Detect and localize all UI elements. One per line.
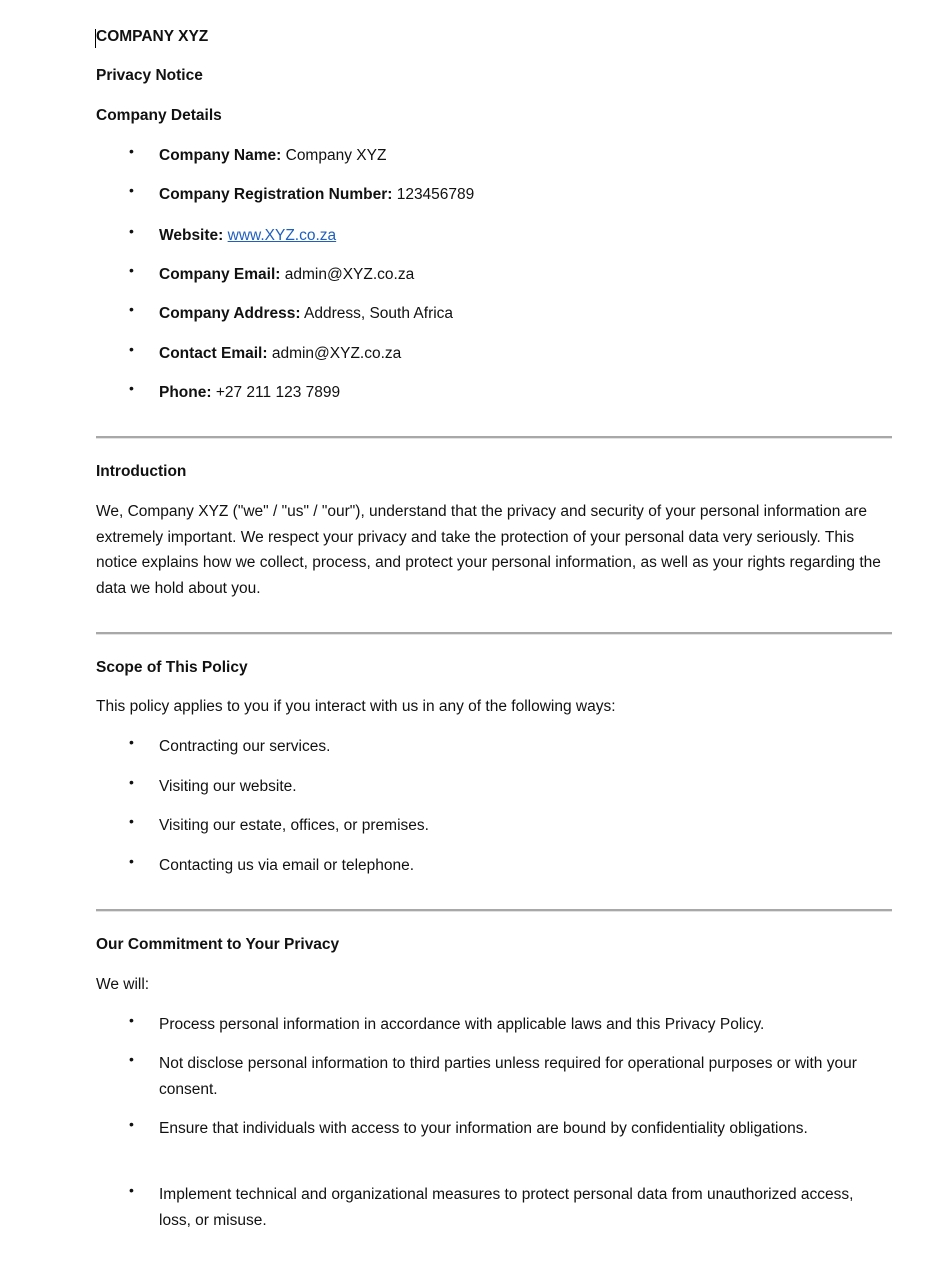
- bullet-icon: •: [129, 774, 134, 790]
- bullet-icon: •: [129, 1051, 134, 1067]
- detail-label: Company Address:: [159, 305, 301, 322]
- detail-label: Company Name:: [159, 147, 282, 164]
- document-subtitle: Privacy Notice: [96, 67, 203, 84]
- detail-value: Company XYZ: [281, 147, 387, 164]
- detail-label: Company Registration Number:: [159, 186, 393, 203]
- bullet-icon: •: [129, 1012, 134, 1028]
- bullet-icon: •: [129, 1182, 134, 1198]
- company-details-heading: Company Details: [96, 107, 222, 124]
- detail-value: +27 211 123 7899: [211, 384, 341, 401]
- commitment-item-text: Implement technical and organizational measures to protect personal data from unauthorized access, loss, or misuse.: [159, 1186, 854, 1229]
- bullet-icon: •: [129, 143, 134, 159]
- section-divider: [96, 436, 892, 438]
- website-link[interactable]: www.XYZ.co.za: [227, 227, 337, 244]
- detail-value: 123456789: [392, 186, 475, 203]
- section-divider: [96, 632, 892, 634]
- detail-label: Phone:: [159, 384, 212, 401]
- commitment-heading: Our Commitment to Your Privacy: [96, 936, 340, 953]
- bullet-icon: •: [129, 380, 134, 396]
- bullet-icon: •: [129, 813, 134, 829]
- bullet-icon: •: [129, 262, 134, 278]
- introduction-heading: Introduction: [96, 463, 187, 480]
- scope-item-text: Visiting our estate, offices, or premises.: [159, 817, 429, 834]
- scope-item-text: Contracting our services.: [159, 738, 331, 755]
- bullet-icon: •: [129, 1116, 134, 1132]
- scope-heading: Scope of This Policy: [96, 659, 248, 676]
- detail-label: Website:: [159, 227, 224, 244]
- bullet-icon: •: [129, 301, 134, 317]
- detail-label: Company Email:: [159, 266, 281, 283]
- commitment-item-text: Ensure that individuals with access to your information are bound by confidentiality obligations.: [159, 1120, 808, 1137]
- bullet-icon: •: [129, 341, 134, 357]
- detail-label: Contact Email:: [159, 345, 268, 362]
- section-divider: [96, 909, 892, 911]
- commitment-item-text: Process personal information in accordance with applicable laws and this Privacy Policy.: [159, 1016, 765, 1033]
- bullet-icon: •: [129, 223, 134, 239]
- scope-item-text: Visiting our website.: [159, 778, 297, 795]
- detail-value: admin@XYZ.co.za: [280, 266, 415, 283]
- document-title: COMPANY XYZ: [96, 28, 209, 45]
- commitment-intro: We will:: [96, 976, 150, 993]
- commitment-item-text: Not disclose personal information to third parties unless required for operational purposes or with your consent.: [159, 1055, 857, 1098]
- introduction-body: We, Company XYZ ("we" / "us" / "our"), understand that the privacy and security of your personal information are extremely important. We respect your privacy and take the protection of your personal data very seriously. This notice explains how we collect, process, and protect your personal information, as well as your rights regarding the data we hold about you.: [96, 503, 881, 597]
- bullet-icon: •: [129, 182, 134, 198]
- bullet-icon: •: [129, 853, 134, 869]
- scope-intro: This policy applies to you if you interact with us in any of the following ways:: [96, 698, 616, 715]
- detail-value: Address, South Africa: [300, 305, 454, 322]
- scope-item-text: Contacting us via email or telephone.: [159, 857, 415, 874]
- detail-value: admin@XYZ.co.za: [267, 345, 402, 362]
- bullet-icon: •: [129, 734, 134, 750]
